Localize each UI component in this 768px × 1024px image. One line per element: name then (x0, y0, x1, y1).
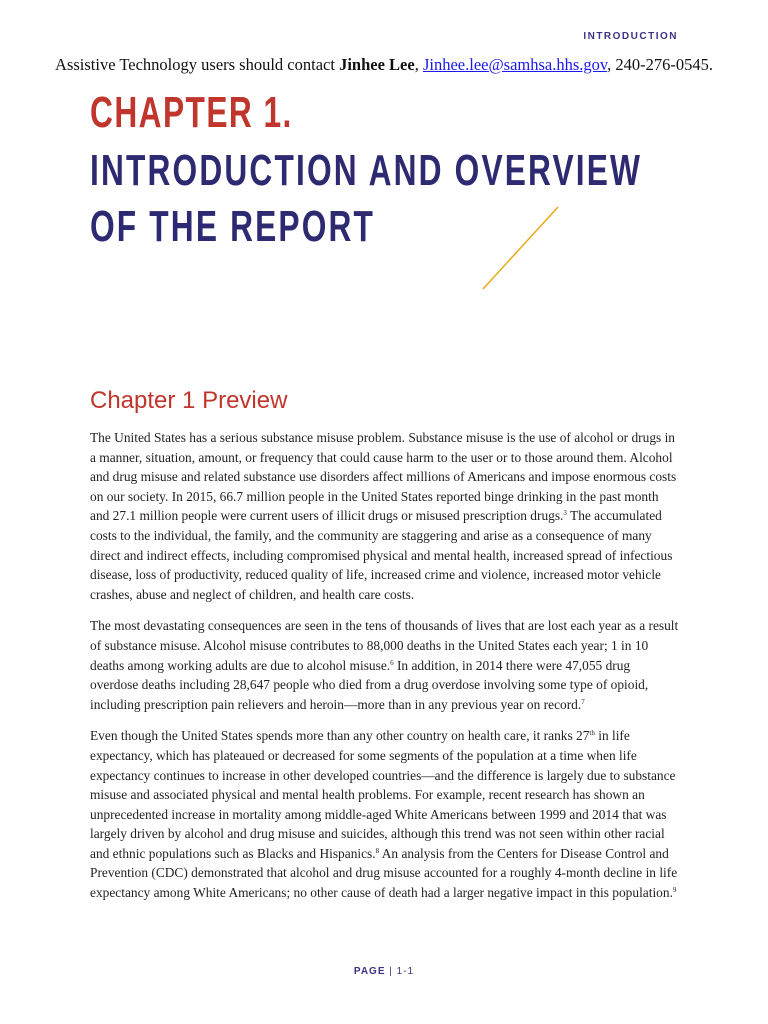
section-heading: Chapter 1 Preview (90, 387, 288, 414)
text-run: in life expectancy, which has plateaued or decreased for some segments of the population at a time when life expectancy continues to increase in other developed countries—and the difference is largely due to substance misuse and associated physical and mental health problems. For example, recent research has shown an unprecedented increase in mortality among middle-aged White Americans between 1999 and 2014 that was largely driven by alcohol and drug misuse and suicides, although this trend was not seen within other racial and ethnic populations such as Blacks and Hispanics. (90, 728, 676, 861)
contact-prefix: Assistive Technology users should contact (55, 55, 340, 74)
text-run: The accumulated costs to the individual, the family, and the community are staggering and arise as a consequence of many direct and indirect effects, including compromised physical and mental health, increased spread of infectious disease, loss of productivity, reduced quality of life, increased crime and violence, increased motor vehicle crashes, abuse and neglect of children, and health care costs. (90, 508, 673, 602)
running-head: INTRODUCTION (583, 31, 678, 42)
footnote-ref: 8 (375, 846, 380, 855)
accessibility-contact (0, 55, 768, 75)
contact-email-link[interactable]: Jinhee.lee@samhsa.hhs.gov (422, 55, 608, 74)
text-run: The United States has a serious substance misuse problem. Substance misuse is the use of alcohol or drugs in a manner, situation, amount, or frequency that could cause harm to the user or to those around them. Alcohol and drug misuse and related substance use disorders affect millions of Americans and impose enormous costs on our society. In 2015, 66.7 million people in the United States reported binge drinking in the past month and 27.1 million people were current users of illicit drugs or misused prescription drugs. (90, 430, 677, 524)
footnote-ref: 6 (390, 658, 394, 667)
paragraph-2 (90, 616, 680, 714)
chapter-title-line-2: OF THE REPORT (90, 202, 376, 251)
contact-separator: , (607, 55, 616, 74)
contact-phone: 240-276-0545. (615, 55, 713, 74)
chapter-title-line-1: INTRODUCTION AND OVERVIEW (90, 146, 643, 195)
footnote-ref: 9 (672, 886, 677, 895)
text-run: The most devastating consequences are seen in the tens of thousands of lives that are lost each year as a result of substance misuse. Alcohol misuse contributes to 88,000 deaths in the United States each year; 1 in 10 deaths among working adults are due to alcohol misuse. (90, 618, 679, 673)
paragraph-3 (90, 726, 680, 902)
page-footer (0, 966, 768, 977)
page-separator: | (385, 966, 397, 977)
paragraph-1 (90, 428, 680, 604)
text-run: An analysis from the Centers for Disease Control and Prevention (CDC) demonstrated that alcohol and drug misuse accounted for a roughly 4-month decline in life expectancy among White Americans; no other cause of death had a larger negative impact in this population. (90, 845, 678, 901)
chapter-number: CHAPTER 1. (90, 88, 293, 137)
preview-body (90, 428, 680, 915)
footnote-ref: 7 (581, 697, 585, 706)
text-run: Even though the United States spends more than any other country on health care, it ranks 27 (90, 728, 590, 744)
footnote-ref: 3 (563, 509, 567, 518)
decorative-accent-line (480, 205, 562, 291)
ordinal-suffix: th (589, 729, 595, 738)
contact-separator: , (414, 55, 423, 74)
page-label: PAGE (353, 966, 386, 977)
contact-name: Jinhee Lee (339, 55, 415, 74)
page-number: 1-1 (396, 966, 415, 977)
text-run: In addition, in 2014 there were 47,055 drug overdose deaths including 28,647 people who died from a drug overdose involving some type of opioid, including prescription pain relievers and heroin—more than in any previous year on record. (90, 657, 649, 712)
